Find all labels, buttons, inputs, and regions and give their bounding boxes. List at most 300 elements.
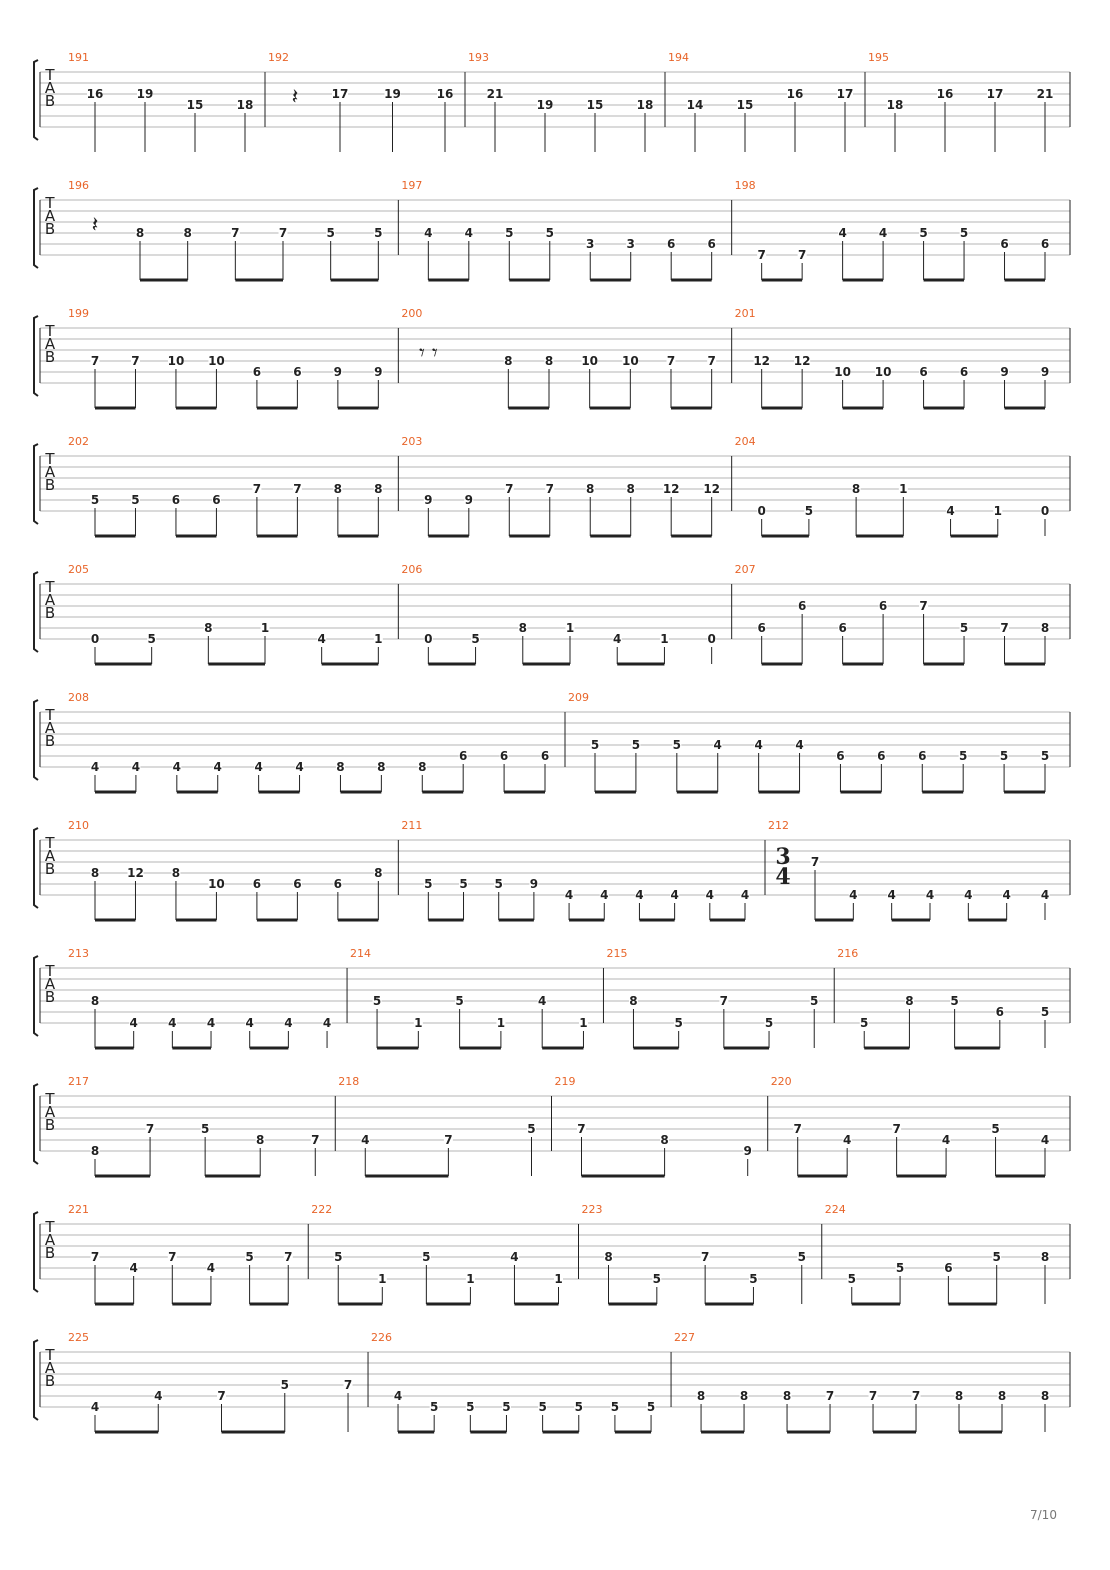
fret-number: 6 — [797, 599, 807, 613]
fret-number: 6 — [918, 749, 927, 763]
measure-number: 197 — [401, 179, 423, 192]
fret-number: 1 — [660, 632, 669, 646]
fret-number: 7 — [278, 226, 288, 240]
measure-number: 210 — [68, 819, 89, 832]
fret-number: 4 — [941, 1133, 951, 1147]
fret-number: 16 — [936, 87, 954, 101]
fret-number: 7 — [666, 354, 676, 368]
tab-clef-letter: B — [44, 604, 56, 622]
measure — [68, 563, 398, 664]
fret-number: 8 — [518, 621, 527, 635]
fret-number: 7 — [145, 1122, 155, 1136]
measure — [771, 1075, 1050, 1176]
tab-clef-letter: A — [44, 335, 56, 353]
fret-number: 8 — [997, 1389, 1007, 1403]
fret-number: 10 — [621, 354, 639, 368]
fret-number: 7 — [131, 354, 140, 368]
measure — [606, 947, 834, 1048]
measure — [68, 307, 398, 408]
measure-number: 201 — [734, 307, 756, 320]
tab-clef-letter: T — [45, 1218, 55, 1236]
measure — [401, 435, 731, 536]
fret-number: 8 — [90, 866, 100, 880]
fret-number: 6 — [333, 877, 343, 891]
fret-number: 8 — [626, 482, 635, 496]
tab-clef-letter: A — [44, 1231, 56, 1249]
fret-number: 5 — [466, 1400, 475, 1414]
fret-number: 7 — [284, 1250, 293, 1264]
system-bracket — [34, 444, 38, 524]
fret-number: 8 — [377, 760, 386, 774]
fret-number: 5 — [422, 1250, 431, 1264]
fret-number: 7 — [825, 1389, 835, 1403]
fret-number: 7 — [700, 1250, 710, 1264]
system-bracket — [34, 1084, 38, 1164]
fret-number: 4 — [887, 888, 896, 902]
fret-number: 1 — [579, 1016, 588, 1030]
fret-number: 8 — [660, 1133, 669, 1147]
fret-number: 9 — [424, 493, 433, 507]
fret-number: 5 — [1040, 1005, 1050, 1019]
fret-number: 3 — [626, 237, 635, 251]
fret-number: 5 — [200, 1122, 210, 1136]
fret-number: 5 — [90, 493, 100, 507]
tab-clef-letter: B — [44, 860, 56, 878]
measure-number: 209 — [568, 691, 589, 704]
page-number: 7/10 — [1030, 1508, 1057, 1522]
fret-number: 9 — [464, 493, 473, 507]
fret-number: 16 — [436, 87, 454, 101]
fret-number: 0 — [757, 504, 766, 518]
fret-number: 6 — [959, 365, 969, 379]
fret-number: 7 — [892, 1122, 901, 1136]
fret-number: 18 — [636, 98, 654, 112]
measure — [401, 563, 731, 664]
fret-number: 9 — [374, 365, 383, 379]
system-bracket — [34, 956, 38, 1036]
fret-number: 12 — [753, 354, 771, 368]
fret-number: 4 — [705, 888, 714, 902]
fret-number: 8 — [629, 994, 638, 1008]
tab-clef-letter: A — [44, 975, 56, 993]
fret-number: 4 — [878, 226, 888, 240]
tab-system — [34, 1203, 1070, 1304]
measure-number: 200 — [401, 307, 423, 320]
fret-number: 17 — [986, 87, 1004, 101]
fret-number: 5 — [992, 1250, 1001, 1264]
fret-number: 19 — [536, 98, 554, 112]
fret-number: 7 — [911, 1389, 921, 1403]
tab-system — [34, 691, 1070, 792]
measure — [735, 435, 1050, 536]
fret-number: 8 — [336, 760, 345, 774]
fret-number: 3 — [586, 237, 595, 251]
fret-number: 4 — [172, 760, 181, 774]
tab-clef-letter: A — [44, 847, 56, 865]
fret-number: 4 — [245, 1016, 254, 1030]
fret-number: 5 — [959, 226, 969, 240]
fret-number: 1 — [374, 632, 383, 646]
fret-number: 4 — [600, 888, 609, 902]
fret-number: 7 — [90, 354, 100, 368]
fret-number: 8 — [183, 226, 192, 240]
tab-clef-letter: T — [45, 834, 55, 852]
fret-number: 7 — [168, 1250, 177, 1264]
fret-number: 6 — [707, 237, 716, 251]
tab-clef-letter: B — [44, 1244, 56, 1262]
fret-number: 10 — [834, 365, 851, 379]
fret-number: 4 — [254, 760, 263, 774]
fret-number: 8 — [905, 994, 914, 1008]
tab-clef-letter: T — [45, 450, 55, 468]
measure-number: 227 — [674, 1331, 696, 1344]
tab-clef-letter: T — [45, 194, 55, 212]
measure — [68, 1203, 308, 1304]
fret-number: 6 — [293, 365, 302, 379]
measure — [68, 435, 398, 536]
fret-number: 6 — [944, 1261, 953, 1275]
fret-number: 6 — [1040, 237, 1050, 251]
fret-number: 8 — [782, 1389, 792, 1403]
fret-number: 4 — [925, 888, 935, 902]
fret-number: 10 — [167, 354, 185, 368]
measure — [350, 947, 603, 1048]
fret-number: 4 — [131, 760, 141, 774]
rest-symbol: 𝄾 𝄾 — [418, 341, 438, 366]
fret-number: 7 — [293, 482, 302, 496]
tab-clef-letter: T — [45, 706, 55, 724]
fret-number: 4 — [90, 760, 100, 774]
fret-number: 5 — [991, 1122, 1000, 1136]
fret-number: 1 — [565, 621, 575, 635]
system-bracket — [34, 828, 38, 908]
tab-clef-letter: T — [45, 578, 55, 596]
fret-number: 10 — [581, 354, 599, 368]
fret-number: 12 — [793, 354, 811, 368]
fret-number: 9 — [1000, 365, 1009, 379]
measure — [825, 1203, 1050, 1304]
fret-number: 0 — [424, 632, 433, 646]
fret-number: 21 — [486, 87, 504, 101]
measure — [468, 51, 665, 152]
fret-number: 16 — [786, 87, 804, 101]
fret-number: 6 — [995, 1005, 1004, 1019]
measure — [68, 819, 398, 920]
fret-number: 5 — [797, 1250, 806, 1264]
fret-number: 7 — [810, 855, 820, 869]
measure-number: 223 — [581, 1203, 603, 1216]
tab-system — [34, 563, 1070, 664]
fret-number: 19 — [136, 87, 154, 101]
system-bracket — [34, 700, 38, 780]
fret-number: 4 — [317, 632, 326, 646]
fret-number: 5 — [131, 493, 140, 507]
fret-number: 7 — [719, 994, 729, 1008]
fret-number: 9 — [743, 1144, 752, 1158]
fret-number: 5 — [895, 1261, 905, 1275]
fret-number: 4 — [670, 888, 679, 902]
fret-number: 5 — [999, 749, 1009, 763]
fret-number: 15 — [736, 98, 754, 112]
fret-number: 5 — [527, 1122, 536, 1136]
fret-number: 18 — [236, 98, 254, 112]
fret-number: 6 — [878, 599, 888, 613]
fret-number: 5 — [590, 738, 600, 752]
measure — [554, 1075, 767, 1176]
fret-number: 7 — [793, 1122, 802, 1136]
fret-number: 4 — [964, 888, 973, 902]
system-bracket — [34, 60, 38, 140]
fret-number: 6 — [1000, 237, 1009, 251]
fret-number: 6 — [459, 749, 468, 763]
measure — [401, 819, 765, 920]
fret-number: 5 — [631, 738, 641, 752]
fret-number: 4 — [838, 226, 847, 240]
fret-number: 8 — [1040, 1250, 1050, 1264]
measure — [68, 1075, 335, 1176]
fret-number: 7 — [1000, 621, 1009, 635]
fret-number: 4 — [613, 632, 622, 646]
fret-number: 5 — [646, 1400, 656, 1414]
fret-number: 1 — [496, 1016, 506, 1030]
system-bracket — [34, 1340, 38, 1420]
fret-number: 6 — [293, 877, 302, 891]
fret-number: 5 — [372, 994, 382, 1008]
measure-number: 193 — [468, 51, 489, 64]
measure-number: 224 — [824, 1203, 846, 1216]
fret-number: 6 — [252, 365, 262, 379]
measure — [735, 307, 1050, 408]
tab-clef-letter: B — [44, 476, 56, 494]
fret-number: 4 — [510, 1250, 519, 1264]
tab-clef-letter: B — [44, 92, 56, 110]
fret-number: 1 — [378, 1272, 387, 1286]
fret-number: 19 — [384, 87, 401, 101]
measure — [68, 179, 398, 280]
measure-number: 202 — [68, 435, 89, 448]
fret-number: 4 — [1002, 888, 1011, 902]
fret-number: 7 — [757, 248, 766, 262]
fret-number: 4 — [842, 1133, 852, 1147]
fret-number: 4 — [537, 994, 547, 1008]
fret-number: 4 — [424, 226, 433, 240]
measure-number: 225 — [68, 1331, 89, 1344]
measure-number: 218 — [338, 1075, 360, 1088]
measure-number: 212 — [768, 819, 789, 832]
measure-number: 194 — [668, 51, 689, 64]
fret-number: 4 — [206, 1261, 216, 1275]
fret-number: 4 — [206, 1016, 216, 1030]
fret-number: 4 — [464, 226, 473, 240]
fret-number: 6 — [836, 749, 845, 763]
tab-clef-letter: T — [45, 66, 55, 84]
fret-number: 6 — [838, 621, 847, 635]
fret-number: 10 — [208, 354, 225, 368]
fret-number: 6 — [757, 621, 766, 635]
fret-number: 8 — [171, 866, 181, 880]
fret-number: 8 — [696, 1389, 706, 1403]
fret-number: 4 — [213, 760, 222, 774]
tab-system — [34, 819, 1070, 920]
fret-number: 7 — [545, 482, 554, 496]
tab-clef-letter: B — [44, 732, 56, 750]
measure-number: 221 — [68, 1203, 89, 1216]
tab-system — [34, 1075, 1070, 1176]
fret-number: 5 — [505, 226, 514, 240]
measure-number: 226 — [371, 1331, 393, 1344]
fret-number: 6 — [499, 749, 509, 763]
measure-number: 214 — [350, 947, 372, 960]
fret-number: 4 — [946, 504, 955, 518]
measure — [735, 563, 1050, 664]
fret-number: 1 — [466, 1272, 475, 1286]
fret-number: 4 — [129, 1016, 138, 1030]
measure-number: 204 — [734, 435, 756, 448]
tab-clef-letter: B — [44, 348, 56, 366]
time-signature-digit: 3 — [775, 844, 791, 870]
tab-clef-letter: B — [44, 1372, 56, 1390]
fret-number: 8 — [739, 1389, 749, 1403]
measure — [268, 51, 465, 152]
fret-number: 4 — [361, 1133, 370, 1147]
measure-number: 222 — [311, 1203, 333, 1216]
fret-number: 4 — [90, 1400, 100, 1414]
measure-number: 206 — [401, 563, 423, 576]
fret-number: 8 — [851, 482, 861, 496]
fret-number: 1 — [414, 1016, 423, 1030]
fret-number: 7 — [577, 1122, 586, 1136]
measure-number: 211 — [401, 819, 423, 832]
fret-number: 1 — [554, 1272, 563, 1286]
fret-number: 7 — [505, 482, 514, 496]
fret-number: 5 — [326, 226, 335, 240]
rest-symbol: 𝄽 — [291, 85, 299, 110]
fret-number: 1 — [899, 482, 908, 496]
fret-number: 10 — [874, 365, 892, 379]
measure-number: 220 — [770, 1075, 792, 1088]
fret-number: 4 — [713, 738, 722, 752]
fret-number: 4 — [849, 888, 858, 902]
fret-number: 5 — [804, 504, 814, 518]
measure-number: 195 — [868, 51, 889, 64]
tab-clef-letter: A — [44, 1359, 56, 1377]
fret-number: 18 — [886, 98, 904, 112]
fret-number: 7 — [231, 226, 240, 240]
fret-number: 8 — [135, 226, 145, 240]
fret-number: 4 — [154, 1389, 163, 1403]
fret-number: 4 — [1040, 888, 1050, 902]
measure-number: 219 — [554, 1075, 576, 1088]
fret-number: 6 — [540, 749, 550, 763]
fret-number: 0 — [707, 632, 716, 646]
fret-number: 8 — [374, 866, 383, 880]
fret-number: 5 — [334, 1250, 343, 1264]
fret-number: 5 — [459, 877, 468, 891]
fret-number: 7 — [311, 1133, 320, 1147]
measure-number: 216 — [837, 947, 859, 960]
fret-number: 15 — [186, 98, 204, 112]
fret-number: 7 — [707, 354, 716, 368]
fret-number: 5 — [610, 1400, 620, 1414]
fret-number: 4 — [284, 1016, 293, 1030]
measure — [768, 819, 1050, 920]
tab-clef-letter: A — [44, 1103, 56, 1121]
measure-number: 198 — [734, 179, 756, 192]
fret-number: 5 — [950, 994, 959, 1008]
fret-number: 6 — [212, 493, 221, 507]
tab-clef-letter: B — [44, 1116, 56, 1134]
tab-clef-letter: A — [44, 79, 56, 97]
measure — [674, 1331, 1049, 1432]
fret-number: 12 — [703, 482, 721, 496]
measure-number: 213 — [68, 947, 89, 960]
fret-number: 5 — [810, 994, 819, 1008]
measure-number: 217 — [68, 1075, 89, 1088]
time-signature-digit: 4 — [775, 864, 791, 890]
measure-number: 196 — [68, 179, 89, 192]
tab-clef-letter: A — [44, 207, 56, 225]
fret-number: 8 — [504, 354, 513, 368]
fret-number: 7 — [343, 1378, 353, 1392]
fret-number: 5 — [280, 1378, 289, 1392]
fret-number: 7 — [919, 599, 928, 613]
tab-system — [34, 435, 1070, 536]
fret-number: 5 — [471, 632, 480, 646]
measure-number: 192 — [268, 51, 289, 64]
fret-number: 4 — [295, 760, 304, 774]
fret-number: 8 — [90, 994, 100, 1008]
tab-clef-letter: B — [44, 988, 56, 1006]
fret-number: 9 — [333, 365, 343, 379]
fret-number: 5 — [538, 1400, 547, 1414]
fret-number: 5 — [245, 1250, 254, 1264]
tab-clef-letter: T — [45, 322, 55, 340]
fret-number: 6 — [667, 237, 676, 251]
fret-number: 21 — [1036, 87, 1054, 101]
fret-number: 17 — [836, 87, 854, 101]
measure — [311, 1203, 578, 1304]
measure — [68, 691, 565, 792]
tab-system — [34, 307, 1070, 408]
fret-number: 8 — [418, 760, 427, 774]
fret-number: 8 — [586, 482, 595, 496]
fret-number: 12 — [127, 866, 144, 880]
measure-number: 191 — [68, 51, 89, 64]
measure-number: 207 — [734, 563, 756, 576]
fret-number: 4 — [754, 738, 763, 752]
system-bracket — [34, 316, 38, 396]
fret-number: 9 — [529, 877, 539, 891]
measure — [68, 51, 265, 152]
system-bracket — [34, 1212, 38, 1292]
fret-number: 1 — [260, 621, 270, 635]
fret-number: 8 — [256, 1133, 265, 1147]
tab-clef-letter: T — [45, 1346, 55, 1364]
measure — [371, 1331, 671, 1432]
tab-clef-letter: A — [44, 463, 56, 481]
fret-number: 5 — [764, 1016, 774, 1030]
fret-number: 7 — [797, 248, 807, 262]
fret-number: 8 — [604, 1250, 613, 1264]
fret-number: 5 — [429, 1400, 439, 1414]
measure — [401, 179, 731, 280]
fret-number: 4 — [168, 1016, 177, 1030]
fret-number: 17 — [331, 87, 349, 101]
tab-clef-letter: T — [45, 1090, 55, 1108]
fret-number: 8 — [204, 621, 213, 635]
measure — [68, 1331, 368, 1432]
fret-number: 0 — [90, 632, 100, 646]
